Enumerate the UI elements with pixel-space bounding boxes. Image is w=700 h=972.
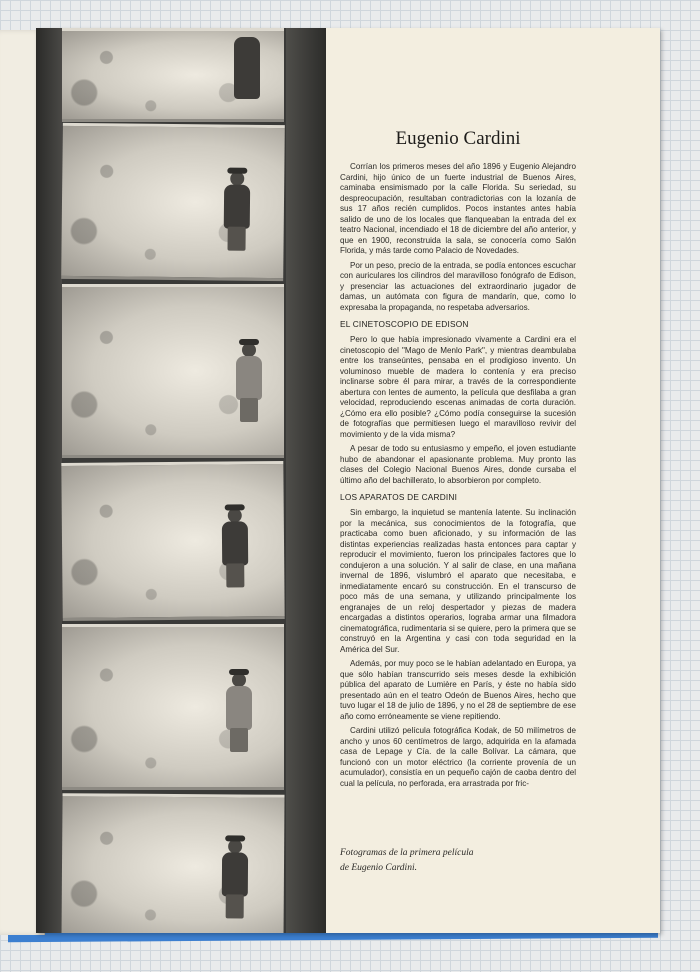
article-body xyxy=(340,162,576,793)
film-frame xyxy=(61,123,285,281)
film-frame xyxy=(61,793,284,933)
film-frame xyxy=(62,28,284,122)
film-frame xyxy=(61,461,284,621)
paragraph: Corrían los primeros meses del año 1896 y Eugenio Alejandro Cardini, hijo único de un fuerte industrial de Buenos Aires, caminaba ensimismado por la calle Florida. Su seriedad, su despreocupación, resultaban contradictorias con la lozanía de sus 17 años recién cumplidos. Pocos instantes antes había salido de uno de los locales que flanqueaban la entrada del ex teatro Nacional, incendiado el 18 de diciembre del año anterior, y que en 1900, reconstruida la sala, se conocería como Salón Florida, y más tarde como Palacio de Novedades. xyxy=(340,162,576,255)
section-heading-cinetoscopio: EL CINETOSCOPIO DE EDISON xyxy=(340,319,469,329)
caption-line: de Eugenio Cardini. xyxy=(340,863,417,873)
paragraph: Pero lo que había impresionado vivamente a Cardini era el cinetoscopio del "Mago de Menlo Park", y mientras deambulaba entre los transeúntes, pensaba en el prodigioso invento. Un voluminoso mueble de madera lo contenía y era preciso inclinarse sobre él para mirar, a través de la correspondiente abertura con lentes de aumento, la película que desfilaba a gran velocidad, reproduciendo escenas animadas de corta duración. ¿Cómo era ello posible? ¿Cómo podía conseguirse la sucesión de fotografías que permitiesen luego el maravilloso revivir del movimiento y de la vida misma? xyxy=(340,335,576,439)
filmstrip-photo xyxy=(36,28,326,933)
film-frame xyxy=(62,624,284,790)
paragraph: Por un peso, precio de la entrada, se podía entonces escuchar con auriculares los cilindros del maravilloso fonógrafo de Edison, y presenciar las actuaciones del extraordinario jugador de damas, un autómata con figura de mandarín, que, como lo expresaba la propaganda, no respetaba adversarios. xyxy=(340,260,576,312)
paragraph: Además, por muy poco se le habían adelantado en Europa, ya que sólo habían transcurrido seis meses desde la exhibición pública del aparato de Lumière en París, y éste no había sido presentado aún en el teatro Odeón de Buenos Aires, hecho que tuvo lugar el 18 de julio de 1896, y no el 28 de septiembre de ese año como erróneamente se viene repitiendo. xyxy=(340,659,576,721)
article-column xyxy=(340,28,576,933)
photo-caption xyxy=(340,846,576,876)
paragraph: Sin embargo, la inquietud se mantenía latente. Su inclinación por la mecánica, sus conocimientos de la fotografía, que practicaba como buen aficionado, y su información de las distintas experiencias realizadas hasta entonces para captar y reproducir el movimiento, fueron los principales factores que lo condujeron a una solución. Y al salir de clase, en una mañana invernal de 1896, vislumbró el aparato que necesitaba, e inmediatamente encaró su construcción. En el transcurso de poco más de una semana, y utilizando principalmente los engranajes de un reloj despertador y piezas de madera encargadas a distintos operarios, lograba armar una filmadora cinematográfica, rudimentaria si se quiere, pero la primera que se construyó en la Argentina y casi con toda seguridad en la América del Sur. xyxy=(340,508,576,654)
paragraph: A pesar de todo su entusiasmo y empeño, el joven estudiante hubo de abandonar el apasionante problema. Muy pronto las clases del Colegio Nacional Buenos Aires, donde cursaba el último año del bachillerato, lo absorbieron por completo. xyxy=(340,444,576,485)
article-title: Eugenio Cardini xyxy=(395,128,521,149)
magazine-page xyxy=(36,28,660,933)
paragraph: Cardini utilizó película fotográfica Kodak, de 50 milímetros de ancho y unos 60 centímetros de largo, adquirida en la afamada casa de Lepage y Cía. de la calle Bolívar. La cámara, que funcionó con un motor eléctrico (la corriente provenía de un acumulador), consistía en un pequeño cajón de caoba dentro del cual la película, no perforada, era arrastrada por fric- xyxy=(340,726,576,788)
section-heading-aparatos: LOS APARATOS DE CARDINI xyxy=(340,492,458,502)
film-frame xyxy=(62,284,284,458)
caption-line: Fotogramas de la primera película xyxy=(340,848,474,858)
